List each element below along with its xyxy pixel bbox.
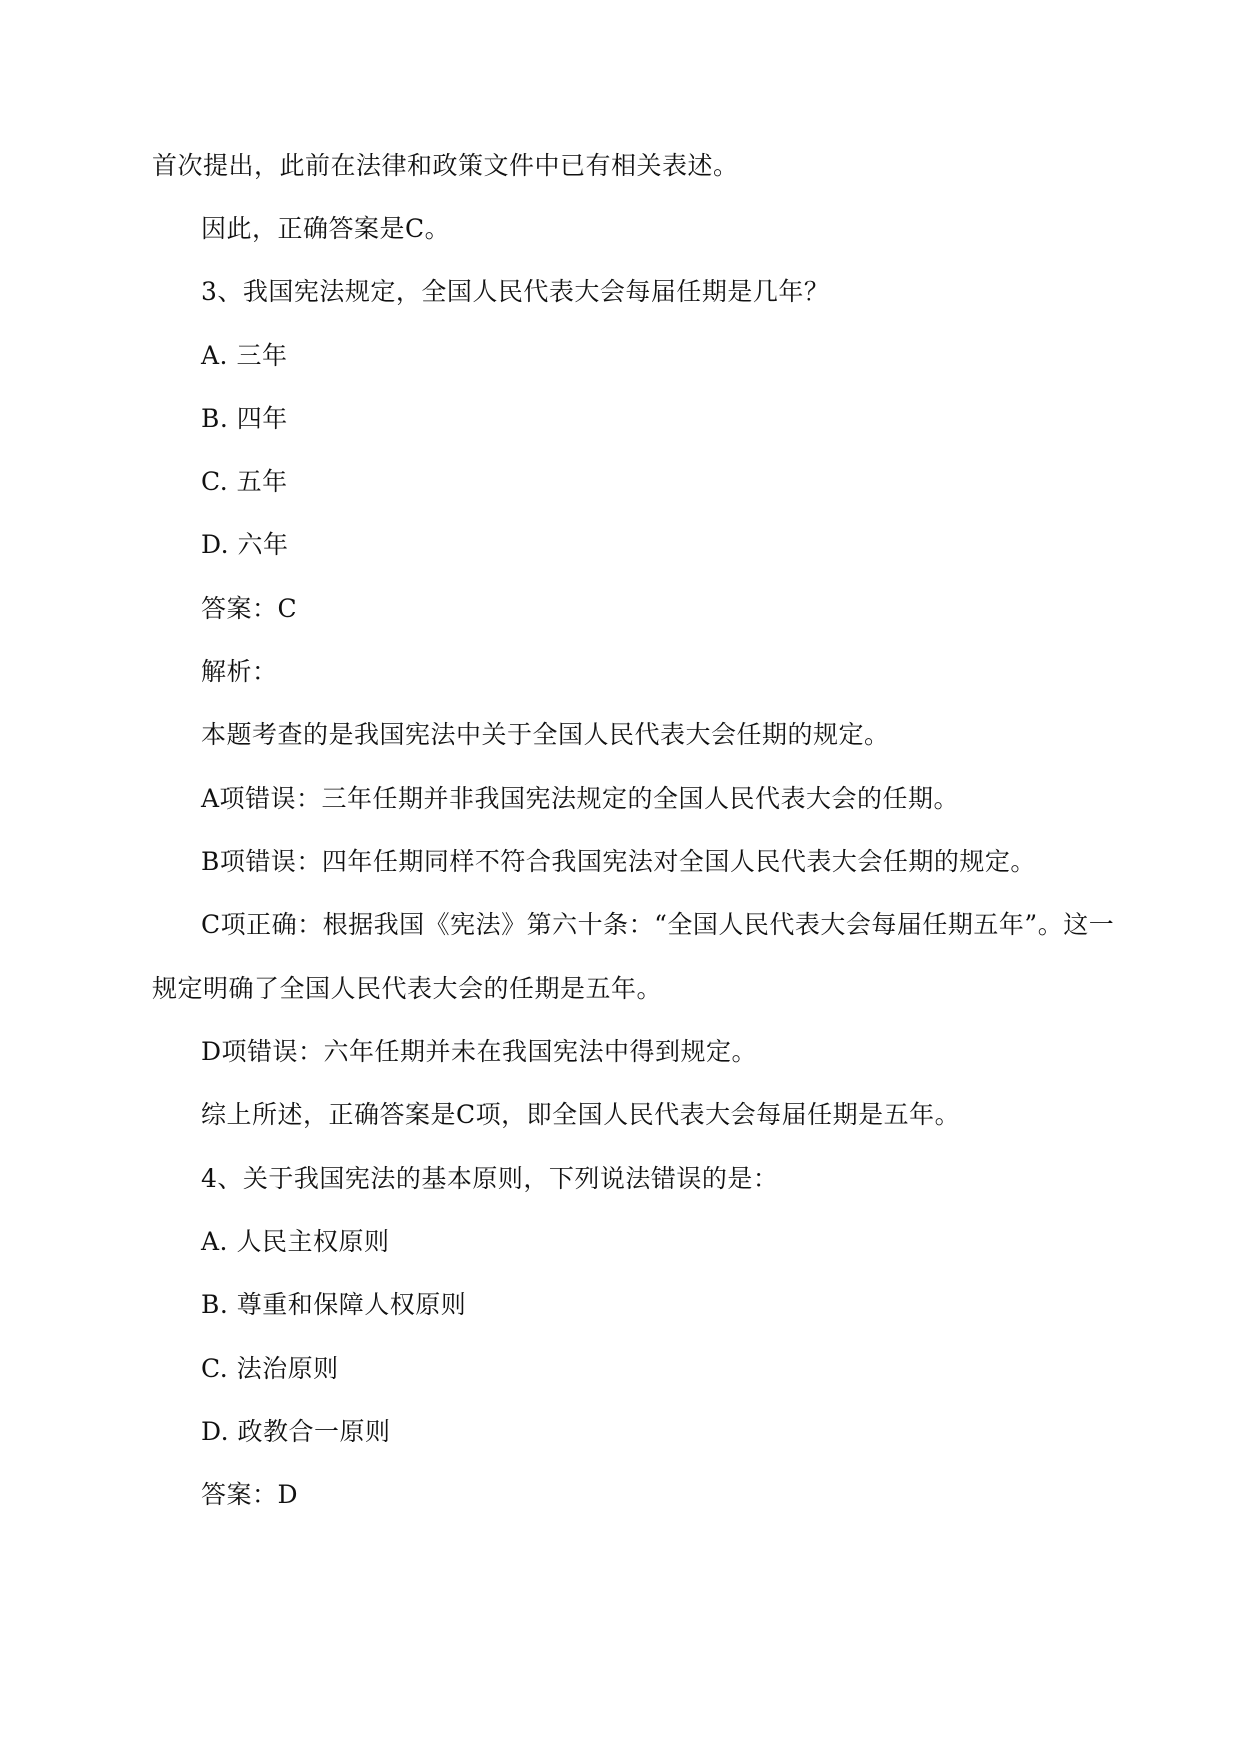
analysis-item-c-continuation: 规定明确了全国人民代表大会的任期是五年。 xyxy=(152,974,663,1003)
question-4-option-d: D. 政教合一原则 xyxy=(201,1417,391,1446)
analysis-intro: 本题考查的是我国宪法中关于全国人民代表大会任期的规定。 xyxy=(201,720,890,749)
question-3-option-d: D. 六年 xyxy=(201,530,289,559)
question-3-option-b: B. 四年 xyxy=(201,404,288,433)
question-4-answer: 答案：D xyxy=(201,1480,299,1509)
question-3-analysis-label: 解析： xyxy=(201,657,278,686)
question-4-option-a: A. 人民主权原则 xyxy=(201,1227,390,1256)
analysis-summary: 综上所述，正确答案是C项，即全国人民代表大会每届任期是五年。 xyxy=(201,1100,961,1129)
question-4-stem: 4、关于我国宪法的基本原则，下列说法错误的是： xyxy=(201,1164,779,1193)
analysis-item-a: A项错误：三年任期并非我国宪法规定的全国人民代表大会的任期。 xyxy=(201,784,960,813)
analysis-item-d: D项错误：六年任期并未在我国宪法中得到规定。 xyxy=(201,1037,758,1066)
question-4-option-b: B. 尊重和保障人权原则 xyxy=(201,1290,467,1319)
text-line-conclusion: 因此，正确答案是C。 xyxy=(201,214,451,243)
text-line-continuation: 首次提出，此前在法律和政策文件中已有相关表述。 xyxy=(152,151,739,180)
question-3-answer: 答案：C xyxy=(201,594,298,623)
analysis-item-b: B项错误：四年任期同样不符合我国宪法对全国人民代表大会任期的规定。 xyxy=(201,847,1036,876)
question-4-option-c: C. 法治原则 xyxy=(201,1354,339,1383)
question-3-option-c: C. 五年 xyxy=(201,467,288,496)
analysis-item-c: C项正确：根据我国《宪法》第六十条：“全国人民代表大会每届任期五年”。这一 xyxy=(201,910,1115,939)
question-3-stem: 3、我国宪法规定，全国人民代表大会每届任期是几年？ xyxy=(201,277,830,306)
question-3-option-a: A. 三年 xyxy=(201,341,288,370)
